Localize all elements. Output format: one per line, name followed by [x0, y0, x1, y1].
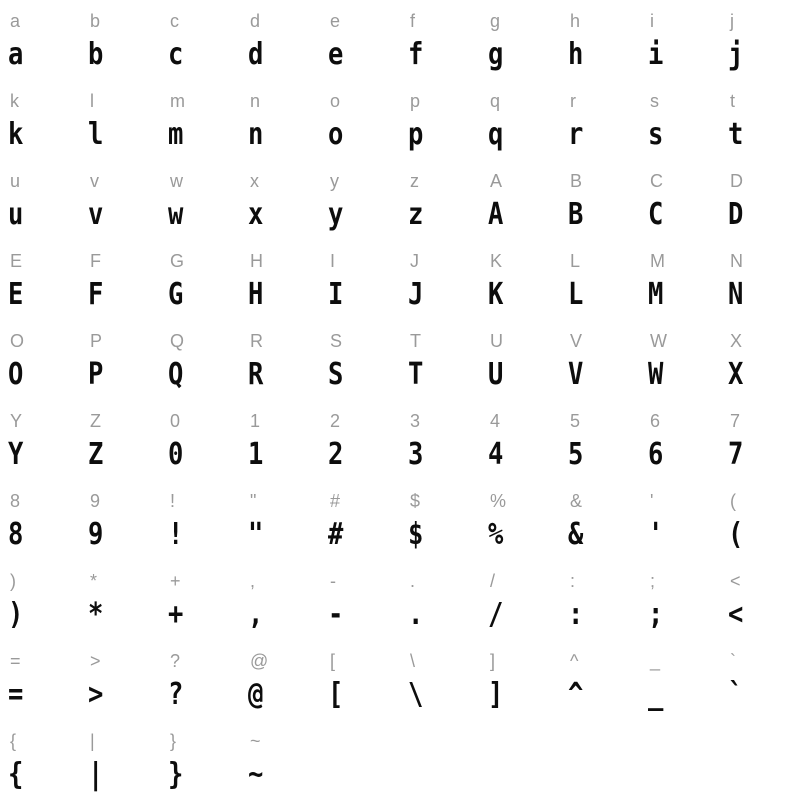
reference-label: Z [90, 411, 101, 431]
specimen-glyph: 8 [8, 517, 24, 552]
reference-label: ~ [250, 731, 261, 751]
glyph-cell [480, 480, 560, 560]
glyph-cell [240, 80, 320, 160]
reference-label: z [410, 171, 419, 191]
glyph-cell [560, 160, 640, 240]
specimen-glyph: 3 [408, 437, 424, 472]
specimen-glyph: J [408, 277, 424, 312]
glyph-cell [640, 560, 720, 640]
reference-label: { [10, 731, 17, 751]
glyph-cell [240, 320, 320, 400]
reference-label: 7 [730, 411, 741, 431]
reference-label: < [730, 571, 741, 591]
specimen-glyph: d [248, 37, 264, 72]
specimen-glyph: ^ [568, 677, 584, 712]
glyph-cell [480, 560, 560, 640]
glyph-cell [720, 80, 800, 160]
specimen-glyph: b [88, 37, 104, 72]
glyph-cell [720, 480, 800, 560]
glyph-cell [160, 640, 240, 720]
glyph-cell [400, 560, 480, 640]
specimen-glyph: : [568, 597, 584, 632]
glyph-cell [560, 320, 640, 400]
glyph-cell [240, 640, 320, 720]
specimen-glyph: ? [168, 677, 184, 712]
glyph-cell [160, 160, 240, 240]
glyph-cell [240, 0, 320, 80]
reference-label: 5 [570, 411, 581, 431]
glyph-cell [640, 400, 720, 480]
specimen-glyph: k [8, 117, 24, 152]
reference-label: c [170, 11, 179, 31]
reference-label: + [170, 571, 181, 591]
reference-label: a [10, 11, 21, 31]
specimen-glyph: r [568, 117, 584, 152]
specimen-glyph: y [328, 197, 344, 232]
glyph-cell [560, 400, 640, 480]
reference-label: H [250, 251, 263, 271]
glyph-cell [320, 640, 400, 720]
glyph-cell [160, 80, 240, 160]
glyph-cell [0, 400, 80, 480]
specimen-glyph: x [248, 197, 264, 232]
specimen-glyph: > [88, 677, 104, 712]
specimen-glyph: e [328, 37, 344, 72]
reference-label: f [410, 11, 416, 31]
specimen-glyph: & [568, 517, 584, 552]
reference-label: y [330, 171, 339, 191]
reference-label: / [490, 571, 496, 591]
glyph-cell [560, 480, 640, 560]
glyph-cell [160, 240, 240, 320]
specimen-glyph: C [648, 197, 664, 232]
specimen-glyph: ` [728, 677, 744, 712]
glyph-cell [0, 640, 80, 720]
reference-label: b [90, 11, 101, 31]
reference-label: ` [730, 651, 736, 671]
specimen-glyph: " [248, 517, 264, 552]
glyph-cell [400, 400, 480, 480]
reference-label: k [10, 91, 19, 111]
specimen-glyph: 0 [168, 437, 184, 472]
reference-label: } [170, 731, 177, 751]
reference-label: L [570, 251, 581, 271]
specimen-glyph: H [248, 277, 264, 312]
glyph-cell [320, 0, 400, 80]
glyph-cell [240, 160, 320, 240]
specimen-glyph: V [568, 357, 584, 392]
specimen-glyph: [ [328, 677, 344, 712]
specimen-glyph: % [488, 517, 504, 552]
specimen-glyph: S [328, 357, 344, 392]
reference-label: w [170, 171, 183, 191]
specimen-glyph: * [88, 597, 104, 632]
glyph-cell [0, 560, 80, 640]
glyph-cell [80, 720, 160, 800]
glyph-cell [160, 400, 240, 480]
glyph-cell [480, 400, 560, 480]
glyph-cell [640, 80, 720, 160]
reference-label: r [570, 91, 576, 111]
reference-label: P [90, 331, 103, 351]
reference-label: o [330, 91, 341, 111]
specimen-glyph: F [88, 277, 104, 312]
glyph-cell [0, 240, 80, 320]
reference-label: l [90, 91, 94, 111]
specimen-glyph: t [728, 117, 744, 152]
reference-label: i [650, 11, 654, 31]
reference-label: u [10, 171, 21, 191]
reference-label: 2 [330, 411, 341, 431]
reference-label: @ [250, 651, 269, 671]
specimen-glyph: 7 [728, 437, 744, 472]
glyph-cell [240, 480, 320, 560]
specimen-glyph: O [8, 357, 24, 392]
specimen-glyph: h [568, 37, 584, 72]
specimen-glyph: < [728, 597, 744, 632]
glyph-cell [400, 320, 480, 400]
glyph-cell [80, 320, 160, 400]
reference-label: | [90, 731, 95, 751]
specimen-glyph: l [88, 117, 104, 152]
glyph-cell [480, 640, 560, 720]
reference-label: . [410, 571, 416, 591]
reference-label: 3 [410, 411, 421, 431]
glyph-cell [400, 0, 480, 80]
specimen-glyph: 1 [248, 437, 264, 472]
specimen-glyph: ] [488, 677, 504, 712]
reference-label: > [90, 651, 101, 671]
reference-label: ( [730, 491, 736, 511]
reference-label: Q [170, 331, 185, 351]
specimen-glyph: D [728, 197, 744, 232]
reference-label: ? [170, 651, 181, 671]
reference-label: * [90, 571, 98, 591]
specimen-glyph: u [8, 197, 24, 232]
glyph-cell [720, 160, 800, 240]
specimen-glyph: # [328, 517, 344, 552]
glyph-cell [240, 720, 320, 800]
glyph-cell [0, 80, 80, 160]
specimen-glyph: a [8, 37, 24, 72]
glyph-cell [480, 80, 560, 160]
reference-label: E [10, 251, 23, 271]
reference-label: S [330, 331, 343, 351]
glyph-cell [320, 320, 400, 400]
reference-label: ) [10, 571, 16, 591]
glyph-cell [240, 240, 320, 320]
reference-label: 8 [10, 491, 21, 511]
glyph-cell [480, 320, 560, 400]
specimen-glyph: @ [248, 677, 264, 712]
specimen-glyph: ) [8, 597, 24, 632]
glyph-cell [160, 480, 240, 560]
specimen-glyph: ~ [248, 757, 264, 792]
specimen-glyph: } [168, 757, 184, 792]
specimen-glyph: U [488, 357, 504, 392]
reference-label: _ [650, 651, 661, 671]
reference-label: T [410, 331, 421, 351]
reference-label: N [730, 251, 743, 271]
reference-label: 4 [490, 411, 501, 431]
reference-label: 0 [170, 411, 181, 431]
reference-label: " [250, 491, 257, 511]
glyph-cell [720, 640, 800, 720]
specimen-glyph: I [328, 277, 344, 312]
specimen-glyph: . [408, 597, 424, 632]
glyph-cell [320, 160, 400, 240]
glyph-cell [400, 80, 480, 160]
glyph-cell [80, 400, 160, 480]
reference-label: A [490, 171, 503, 191]
reference-label: 6 [650, 411, 661, 431]
glyph-cell [320, 240, 400, 320]
glyph-cell [640, 160, 720, 240]
specimen-glyph: ! [168, 517, 184, 552]
glyph-cell [240, 560, 320, 640]
glyph-cell [720, 400, 800, 480]
reference-label: v [90, 171, 99, 191]
reference-label: M [650, 251, 665, 271]
glyph-cell [400, 240, 480, 320]
specimen-glyph: Z [88, 437, 104, 472]
reference-label: K [490, 251, 503, 271]
reference-label: R [250, 331, 263, 351]
reference-label: - [330, 571, 336, 591]
specimen-glyph: p [408, 117, 424, 152]
glyph-cell [80, 560, 160, 640]
specimen-glyph: Q [168, 357, 184, 392]
specimen-glyph: G [168, 277, 184, 312]
specimen-glyph: ' [648, 517, 664, 552]
glyph-cell [640, 240, 720, 320]
reference-label: \ [410, 651, 416, 671]
glyph-cell [480, 240, 560, 320]
glyph-cell [80, 80, 160, 160]
reference-label: W [650, 331, 667, 351]
reference-label: e [330, 11, 341, 31]
reference-label: 1 [250, 411, 261, 431]
specimen-glyph: W [648, 357, 664, 392]
specimen-glyph: ( [728, 517, 744, 552]
specimen-glyph: s [648, 117, 664, 152]
reference-label: d [250, 11, 261, 31]
reference-label: Y [10, 411, 23, 431]
glyph-cell [80, 240, 160, 320]
glyph-cell [560, 560, 640, 640]
glyph-cell [720, 320, 800, 400]
glyph-cell [560, 240, 640, 320]
reference-label: D [730, 171, 743, 191]
reference-label: I [330, 251, 336, 271]
reference-label: t [730, 91, 736, 111]
reference-label: % [490, 491, 507, 511]
specimen-glyph: T [408, 357, 424, 392]
glyph-cell [640, 0, 720, 80]
specimen-glyph: $ [408, 517, 424, 552]
reference-label: & [570, 491, 583, 511]
glyph-cell [720, 240, 800, 320]
specimen-glyph: j [728, 37, 744, 72]
reference-label: J [410, 251, 419, 271]
glyph-cell [0, 720, 80, 800]
glyph-cell [480, 0, 560, 80]
glyph-cell [0, 480, 80, 560]
glyph-cell [320, 80, 400, 160]
reference-label: n [250, 91, 261, 111]
specimen-glyph: i [648, 37, 664, 72]
reference-label: X [730, 331, 743, 351]
reference-label: 9 [90, 491, 101, 511]
specimen-glyph: v [88, 197, 104, 232]
specimen-glyph: { [8, 757, 24, 792]
specimen-glyph: Y [8, 437, 24, 472]
glyph-cell [560, 80, 640, 160]
specimen-glyph: E [8, 277, 24, 312]
reference-label: [ [330, 651, 336, 671]
specimen-glyph: , [248, 597, 264, 632]
specimen-glyph: B [568, 197, 584, 232]
specimen-glyph: \ [408, 677, 424, 712]
reference-label: = [10, 651, 21, 671]
glyph-cell [240, 400, 320, 480]
specimen-glyph: 9 [88, 517, 104, 552]
reference-label: h [570, 11, 581, 31]
specimen-glyph: o [328, 117, 344, 152]
glyph-cell [160, 720, 240, 800]
specimen-glyph: K [488, 277, 504, 312]
specimen-glyph: L [568, 277, 584, 312]
reference-label: x [250, 171, 259, 191]
glyph-cell [160, 0, 240, 80]
glyph-cell [560, 640, 640, 720]
specimen-glyph: c [168, 37, 184, 72]
glyph-cell [160, 320, 240, 400]
specimen-glyph: R [248, 357, 264, 392]
specimen-glyph: M [648, 277, 664, 312]
specimen-glyph: = [8, 677, 24, 712]
glyph-cell [400, 160, 480, 240]
reference-label: G [170, 251, 185, 271]
specimen-glyph: 5 [568, 437, 584, 472]
glyph-cell [320, 400, 400, 480]
reference-label: ; [650, 571, 656, 591]
reference-label: ' [650, 491, 654, 511]
specimen-glyph: X [728, 357, 744, 392]
reference-label: g [490, 11, 501, 31]
glyph-cell [640, 480, 720, 560]
glyph-cell [0, 0, 80, 80]
glyph-cell [80, 0, 160, 80]
reference-label: V [570, 331, 583, 351]
glyph-cell [720, 0, 800, 80]
reference-label: O [10, 331, 25, 351]
specimen-glyph: / [488, 597, 504, 632]
glyph-cell [80, 160, 160, 240]
specimen-glyph: n [248, 117, 264, 152]
specimen-glyph: 6 [648, 437, 664, 472]
glyph-cell [320, 480, 400, 560]
reference-label: # [330, 491, 341, 511]
reference-label: ! [170, 491, 176, 511]
specimen-glyph: q [488, 117, 504, 152]
specimen-glyph: f [408, 37, 424, 72]
specimen-glyph: + [168, 597, 184, 632]
specimen-glyph: 4 [488, 437, 504, 472]
glyph-cell [80, 480, 160, 560]
reference-label: B [570, 171, 583, 191]
glyph-cell [160, 560, 240, 640]
reference-label: : [570, 571, 576, 591]
specimen-glyph: z [408, 197, 424, 232]
specimen-glyph: A [488, 197, 504, 232]
glyph-cell [560, 0, 640, 80]
specimen-glyph: N [728, 277, 744, 312]
specimen-glyph: _ [648, 677, 664, 712]
specimen-glyph: g [488, 37, 504, 72]
specimen-glyph: m [168, 117, 184, 152]
reference-label: s [650, 91, 659, 111]
reference-label: $ [410, 491, 421, 511]
reference-label: m [170, 91, 185, 111]
reference-label: F [90, 251, 101, 271]
glyph-cell [480, 160, 560, 240]
specimen-glyph: w [168, 197, 184, 232]
reference-label: p [410, 91, 421, 111]
specimen-glyph: ; [648, 597, 664, 632]
reference-label: U [490, 331, 503, 351]
reference-label: j [730, 11, 734, 31]
reference-label: C [650, 171, 663, 191]
reference-label: ] [490, 651, 496, 671]
glyph-cell [640, 640, 720, 720]
glyph-cell [0, 320, 80, 400]
glyph-cell [80, 640, 160, 720]
glyph-cell [720, 560, 800, 640]
specimen-glyph: 2 [328, 437, 344, 472]
specimen-glyph: - [328, 597, 344, 632]
glyph-cell [320, 560, 400, 640]
glyph-cell [400, 640, 480, 720]
glyph-cell [400, 480, 480, 560]
glyph-cell [640, 320, 720, 400]
reference-label: q [490, 91, 501, 111]
reference-label: ^ [570, 651, 579, 671]
reference-label: , [250, 571, 256, 591]
specimen-glyph: | [88, 757, 104, 792]
glyph-cell [0, 160, 80, 240]
specimen-glyph: P [88, 357, 104, 392]
